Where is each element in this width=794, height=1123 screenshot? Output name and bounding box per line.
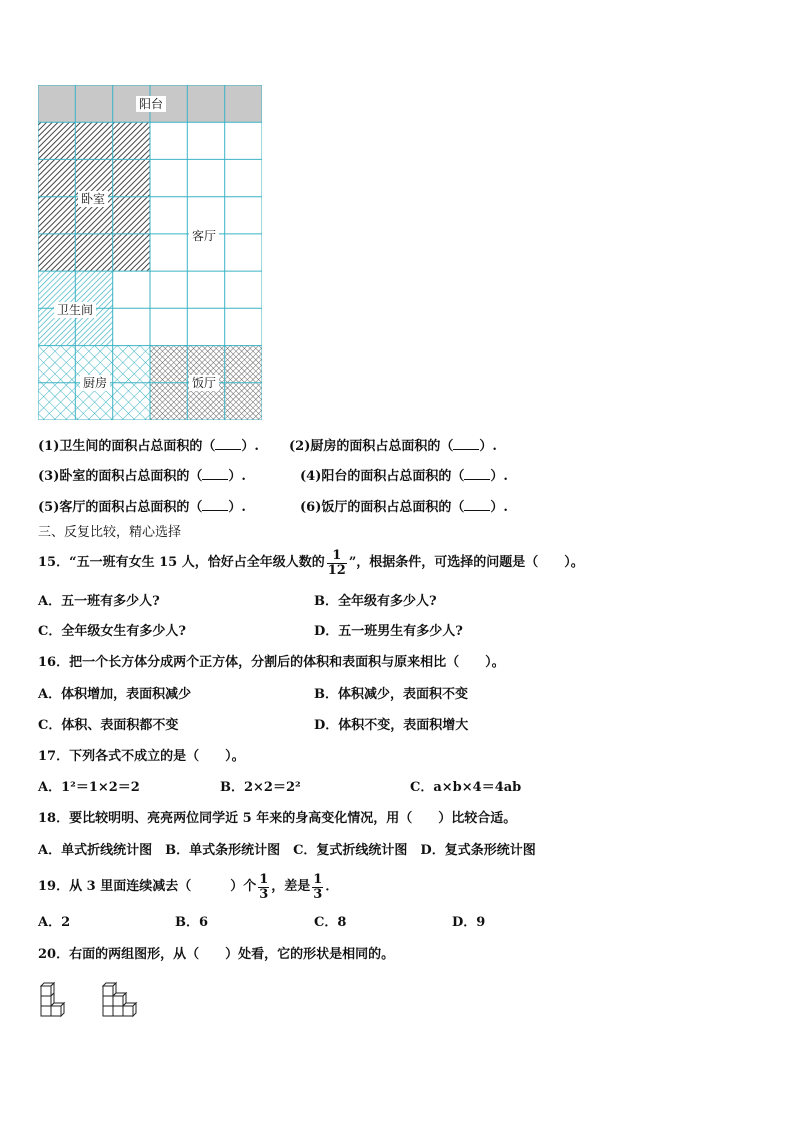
q15-option-b[interactable]: B．全年级有多少人?: [314, 594, 437, 609]
area-question-5: (5)客厅的面积占总面积的（ ）.: [38, 497, 246, 518]
label-bathroom: 卫生间: [54, 302, 96, 318]
label-living-room: 客厅: [189, 228, 219, 244]
cube-figure-left: [38, 980, 74, 1024]
q19-option-a[interactable]: A．2: [38, 915, 71, 930]
q16-option-a[interactable]: A．体积增加，表面积减少: [38, 687, 192, 702]
label-bedroom: 卧室: [78, 191, 108, 207]
fraction-1-3-b: $\frac{1}{3}$: [313, 871, 323, 902]
q16-option-b[interactable]: B．体积减少，表面积不变: [314, 687, 468, 702]
section-heading: 三、反复比较，精心选择: [38, 525, 182, 540]
label-balcony: 阳台: [136, 96, 166, 112]
q15-option-d[interactable]: D．五一班男生有多少人?: [314, 624, 463, 639]
q15-option-c[interactable]: C．全年级女生有多少人?: [38, 624, 186, 639]
question-20: 20．右面的两组图形，从（ ）处看，它的形状是相同的。: [38, 947, 395, 962]
question-19: 19．从 3 里面连续减去（ ）个 $\frac{1}{3}$ ，差是 $\frac{1}{3}$ ．: [38, 871, 339, 902]
answer-blank[interactable]: [464, 466, 490, 480]
cube-figure-right: [100, 980, 142, 1024]
area-question-2: (2)厨房的面积占总面积的（ ）.: [289, 436, 497, 457]
area-question-1: (1)卫生间的面积占总面积的（ ）.: [38, 436, 259, 457]
answer-blank[interactable]: [453, 436, 479, 450]
area-question-4: (4)阳台的面积占总面积的（ ）.: [300, 466, 508, 487]
q17-option-a[interactable]: A．1²＝1×2＝2: [38, 780, 140, 795]
label-kitchen: 厨房: [80, 375, 110, 391]
floor-plan: [38, 85, 262, 420]
answer-blank[interactable]: [215, 436, 241, 450]
q19-option-c[interactable]: C．8: [314, 915, 347, 930]
answer-blank[interactable]: [202, 497, 228, 511]
question-15: 15．“五一班有女生 15 人，恰好占全年级人数的 $\frac{1}{12}$ ”，根据条件，可选择的问题是（ ）。: [38, 547, 584, 578]
question-18: 18．要比较明明、亮亮两位同学近 5 年来的身高变化情况，用（ ）比较合适。: [38, 811, 517, 826]
answer-blank[interactable]: [202, 466, 228, 480]
area-question-3: (3)卧室的面积占总面积的（ ）.: [38, 466, 246, 487]
question-16: 16．把一个长方体分成两个正方体，分割后的体积和表面积与原来相比（ ）。: [38, 655, 505, 670]
q15-option-a[interactable]: A．五一班有多少人?: [38, 594, 160, 609]
q17-option-b[interactable]: B．2×2＝2²: [220, 780, 301, 795]
area-question-6: (6)饭厅的面积占总面积的（ ）.: [300, 497, 508, 518]
q18-options[interactable]: A．单式折线统计图 B．单式条形统计图 C．复式折线统计图 D．复式条形统计图: [38, 843, 536, 858]
floor-plan-grid: [38, 85, 262, 420]
fraction-1-3-a: $\frac{1}{3}$: [259, 871, 269, 902]
q19-option-b[interactable]: B．6: [175, 915, 209, 930]
q19-option-d[interactable]: D．9: [452, 915, 486, 930]
q16-option-d[interactable]: D．体积不变，表面积增大: [314, 718, 469, 733]
q17-option-c[interactable]: C．a×b×4＝4ab: [410, 780, 522, 795]
fraction-1-12: $\frac{1}{12}$: [327, 547, 346, 578]
question-17: 17．下列各式不成立的是（ ）。: [38, 749, 245, 764]
q16-option-c[interactable]: C．体积、表面积都不变: [38, 718, 179, 733]
label-dining-room: 饭厅: [189, 375, 219, 391]
answer-blank[interactable]: [464, 497, 490, 511]
